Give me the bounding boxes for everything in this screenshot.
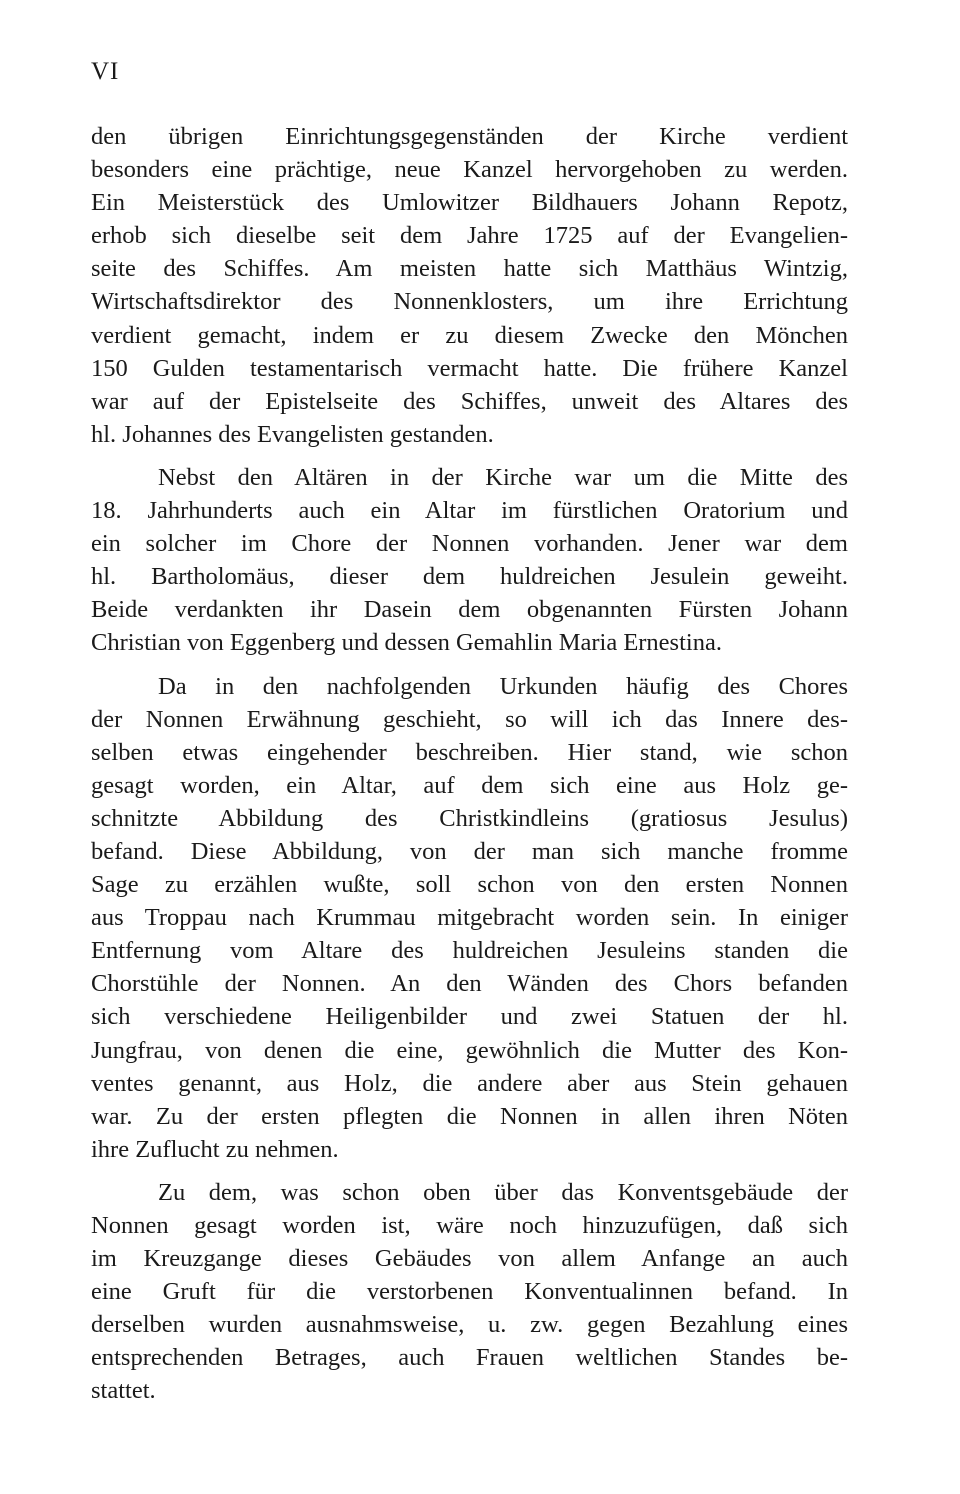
text-line: Jungfrau, von denen die eine, gewöhnlich die Mutter des Kon- [91,1036,848,1064]
paragraph [91,120,848,451]
text-line: Beide verdankten ihr Dasein dem obgenannten Fürsten Johann [91,596,848,624]
text-line: Ein Meisterstück des Umlowitzer Bildhauers Johann Repotz, [91,189,848,217]
page-number: VI [91,58,120,85]
text-line: erhob sich dieselbe seit dem Jahre 1725 auf der Evangelien- [91,222,848,250]
text-line: gesagt worden, ein Altar, auf dem sich eine aus Holz ge- [91,771,848,799]
text-line: war. Zu der ersten pflegten die Nonnen in allen ihren Nöten [91,1102,848,1130]
text-line: selben etwas eingehender beschreiben. Hier stand, wie schon [91,738,848,766]
text-line: besonders eine prächtige, neue Kanzel hervorgehoben zu werden. [91,156,848,184]
text-line: seite des Schiffes. Am meisten hatte sich Matthäus Wintzig, [91,255,848,283]
text-line: hl. Johannes des Evangelisten gestanden. [91,420,494,448]
text-line: schnitzte Abbildung des Christkindleins (gratiosus Jesulus) [91,804,848,832]
text-line: stattet. [91,1377,156,1405]
text-line: ein solcher im Chore der Nonnen vorhanden. Jener war dem [91,530,848,558]
body-text [91,120,848,1408]
text-line: ventes genannt, aus Holz, die andere aber aus Stein gehauen [91,1069,848,1097]
paragraph [91,461,848,660]
paragraph-gap [91,451,848,461]
text-line: verdient gemacht, indem er zu diesem Zwecke den Mönchen [91,321,848,349]
paragraph [91,670,848,1166]
text-line: hl. Bartholomäus, dieser dem huldreichen Jesulein geweiht. [91,563,848,591]
text-line: Wirtschaftsdirektor des Nonnenklosters, um ihre Errichtung [91,288,848,316]
text-line: sich verschiedene Heiligenbilder und zwei Statuen der hl. [91,1003,848,1031]
text-line: Entfernung vom Altare des huldreichen Jesuleins standen die [91,937,848,965]
text-line: aus Troppau nach Krummau mitgebracht worden sein. In einiger [91,904,848,932]
text-line: befand. Diese Abbildung, von der man sich manche fromme [91,837,848,865]
text-line: im Kreuzgange dieses Gebäudes von allem Anfange an auch [91,1245,848,1273]
text-line: Sage zu erzählen wußte, soll schon von den ersten Nonnen [91,871,848,899]
text-line: eine Gruft für die verstorbenen Konventualinnen befand. In [91,1278,848,1306]
text-line: war auf der Epistelseite des Schiffes, unweit des Altares des [91,387,848,415]
text-line: Zu dem, was schon oben über das Konventsgebäude der [158,1178,848,1206]
text-line: entsprechenden Betrages, auch Frauen weltlichen Standes be- [91,1344,848,1372]
paragraph [91,1176,848,1408]
text-line: den übrigen Einrichtungsgegenständen der Kirche verdient [91,123,848,150]
paragraph-gap [91,660,848,670]
text-line: 150 Gulden testamentarisch vermacht hatte. Die frühere Kanzel [91,354,848,382]
text-line: der Nonnen Erwähnung geschieht, so will ich das Innere des- [91,705,848,733]
text-line: Nonnen gesagt worden ist, wäre noch hinzuzufügen, daß sich [91,1212,848,1239]
text-line: Nebst den Altären in der Kirche war um die Mitte des [158,463,848,491]
text-line: Christian von Eggenberg und dessen Gemahlin Maria Ernestina. [91,629,722,657]
paragraph-gap [91,1166,848,1176]
text-line: derselben wurden ausnahmsweise, u. zw. gegen Bezahlung eines [91,1311,848,1339]
text-line: Da in den nachfolgenden Urkunden häufig des Chores [158,672,848,700]
text-line: Chorstühle der Nonnen. An den Wänden des Chors befanden [91,970,848,998]
text-line: ihre Zuflucht zu nehmen. [91,1135,339,1163]
text-line: 18. Jahrhunderts auch ein Altar im fürstlichen Oratorium und [91,497,848,525]
